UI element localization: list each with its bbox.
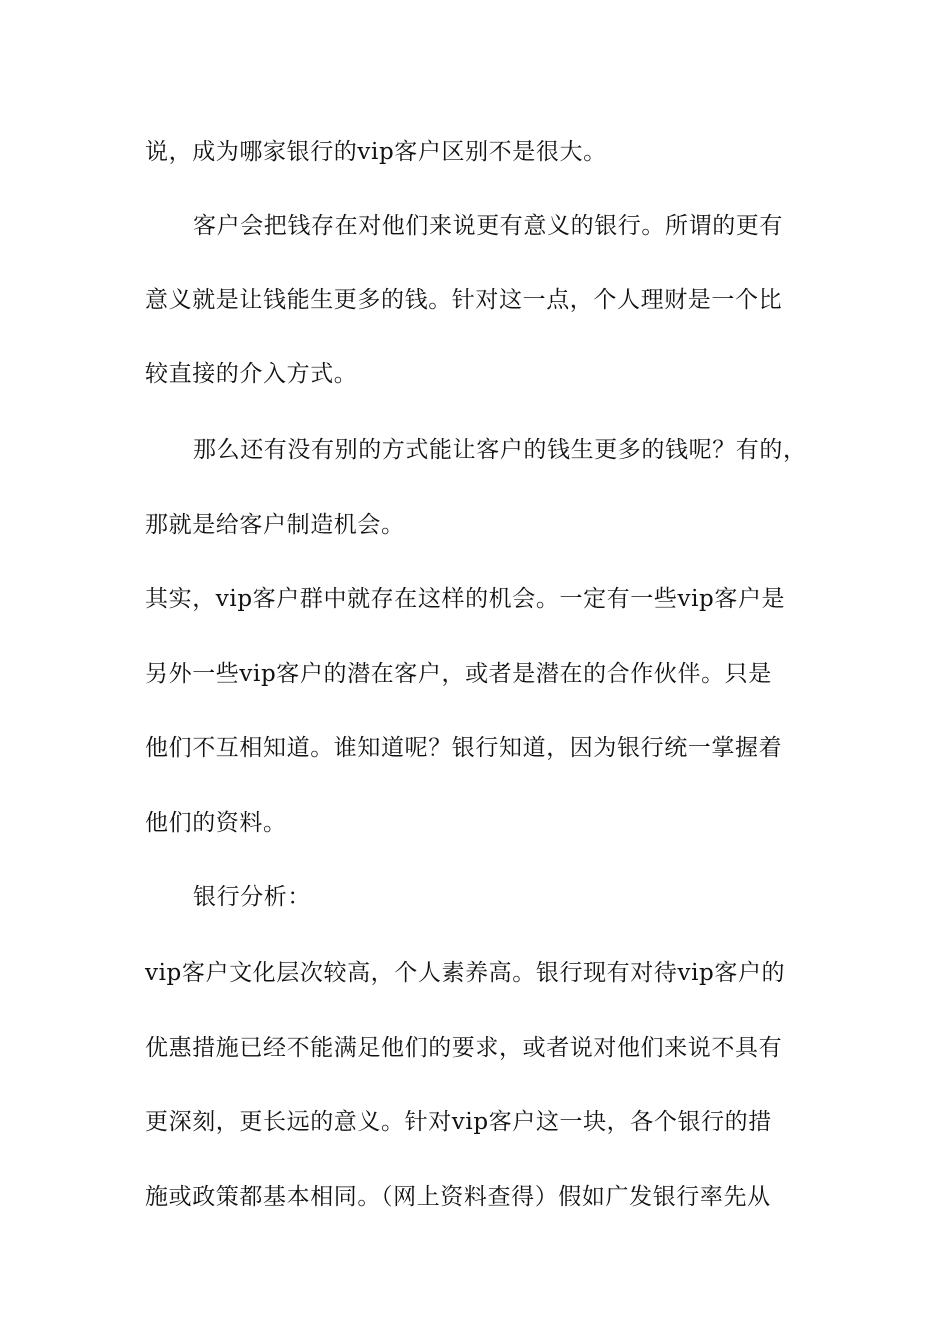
text-line-6: 那就是给客户制造机会。 bbox=[145, 512, 405, 538]
text-line-1: 说，成为哪家银行的vip客户区别不是很大。 bbox=[145, 139, 607, 165]
text-line-7: 其实，vip客户群中就存在这样的机会。一定有一些vip客户是 bbox=[145, 586, 786, 612]
text-line-5: 那么还有没有别的方式能让客户的钱生更多的钱呢？有的， bbox=[193, 437, 807, 463]
text-line-3: 意义就是让钱能生更多的钱。针对这一点，个人理财是一个比 bbox=[145, 287, 783, 313]
text-line-14: 更深刻，更长远的意义。针对vip客户这一块，各个银行的措 bbox=[145, 1109, 772, 1135]
text-line-10: 他们的资料。 bbox=[145, 810, 287, 836]
text-line-2: 客户会把钱存在对他们来说更有意义的银行。所谓的更有 bbox=[193, 213, 783, 239]
text-line-9: 他们不互相知道。谁知道呢？银行知道，因为银行统一掌握着 bbox=[145, 735, 783, 761]
text-line-15: 施或政策都基本相同。（网上资料查得）假如广发银行率先从 bbox=[145, 1184, 771, 1210]
text-line-4: 较直接的介入方式。 bbox=[145, 361, 358, 387]
text-line-8: 另外一些vip客户的潜在客户，或者是潜在的合作伙伴。只是 bbox=[145, 661, 772, 687]
text-line-11: 银行分析： bbox=[193, 884, 311, 910]
text-line-13: 优惠措施已经不能满足他们的要求，或者说对他们来说不具有 bbox=[145, 1035, 783, 1061]
text-line-12: vip客户文化层次较高，个人素养高。银行现有对待vip客户的 bbox=[145, 960, 786, 986]
